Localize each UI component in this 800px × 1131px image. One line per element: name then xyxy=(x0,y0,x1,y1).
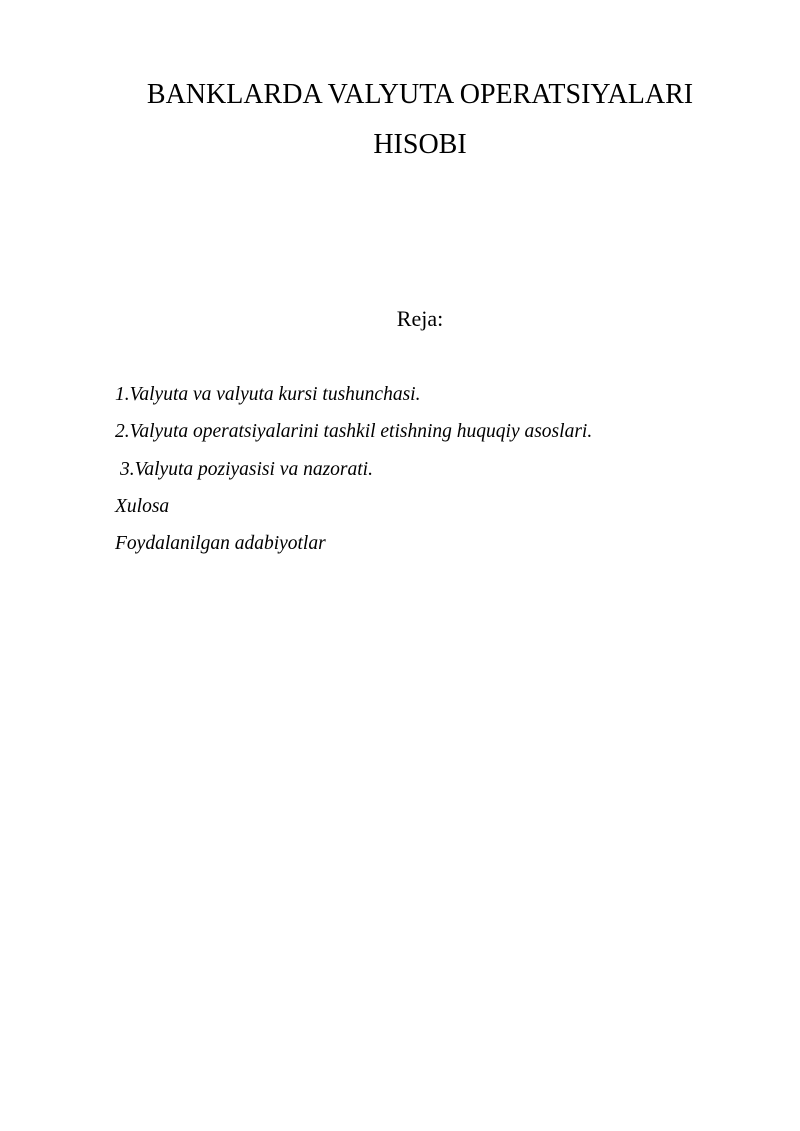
plan-item-1: 1.Valyuta va valyuta kursi tushunchasi. xyxy=(115,384,421,405)
plan-heading: Reja: xyxy=(396,306,444,331)
plan-item-3: 3.Valyuta poziyasisi va nazorati. xyxy=(120,458,373,480)
plan-item-2: 2.Valyuta operatsiyalarini tashkil etishning huquqiy asoslari. xyxy=(115,421,593,443)
plan-list xyxy=(115,381,592,567)
document-title-line-2: HISOBI xyxy=(373,129,467,160)
plan-item-conclusion: Xulosa xyxy=(115,495,170,517)
document-title-line-1: BANKLARDA VALYUTA OPERATSIYALARI xyxy=(146,79,694,110)
plan-item-references: Foydalanilgan adabiyotlar xyxy=(115,533,326,555)
